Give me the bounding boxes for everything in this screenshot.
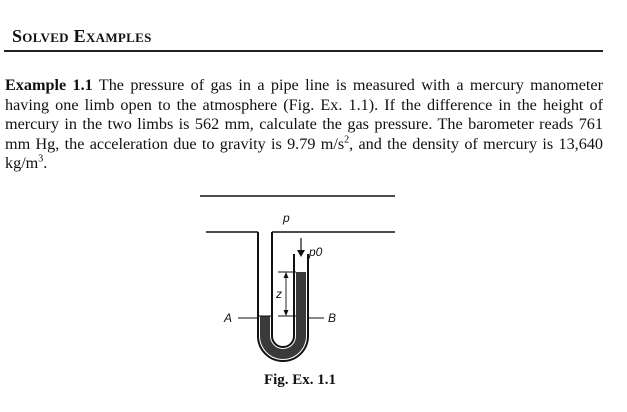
manometer-figure [200, 194, 400, 364]
label-p: p [283, 211, 290, 225]
label-a: A [224, 311, 233, 325]
example-text-1: The pressure of gas in a pipe line is measured with a mercury manometer having one limb open to the atmosphere (Fig. Ex. 1.1). If the difference in the height of mercury in the two limbs is 562 mm, calculate the gas pressure. The barometer reads 761 mm Hg, the acceleration due to gravity is 9.79 m/s [5, 76, 603, 153]
z-arrow-down [284, 310, 289, 316]
example-text-2: , and the density of mercury is 13,640 kg/m [5, 134, 604, 172]
label-b: B [328, 311, 337, 325]
p0-arrow-head [297, 250, 305, 257]
section-title: Solved Examples [12, 26, 152, 46]
example-text-3: . [43, 154, 48, 172]
example-sup-1: 2 [344, 134, 350, 146]
label-p0: p0 [309, 245, 323, 259]
example-sup-2: 3 [38, 153, 44, 165]
section-rule [4, 50, 603, 52]
mercury-column [260, 272, 306, 359]
z-arrow-up [284, 272, 289, 278]
manometer-diagram [200, 194, 400, 364]
label-z: z [276, 287, 282, 301]
example-paragraph [5, 76, 603, 174]
figure-caption: Fig. Ex. 1.1 [263, 372, 337, 388]
example-label: Example 1.1 [5, 76, 93, 94]
